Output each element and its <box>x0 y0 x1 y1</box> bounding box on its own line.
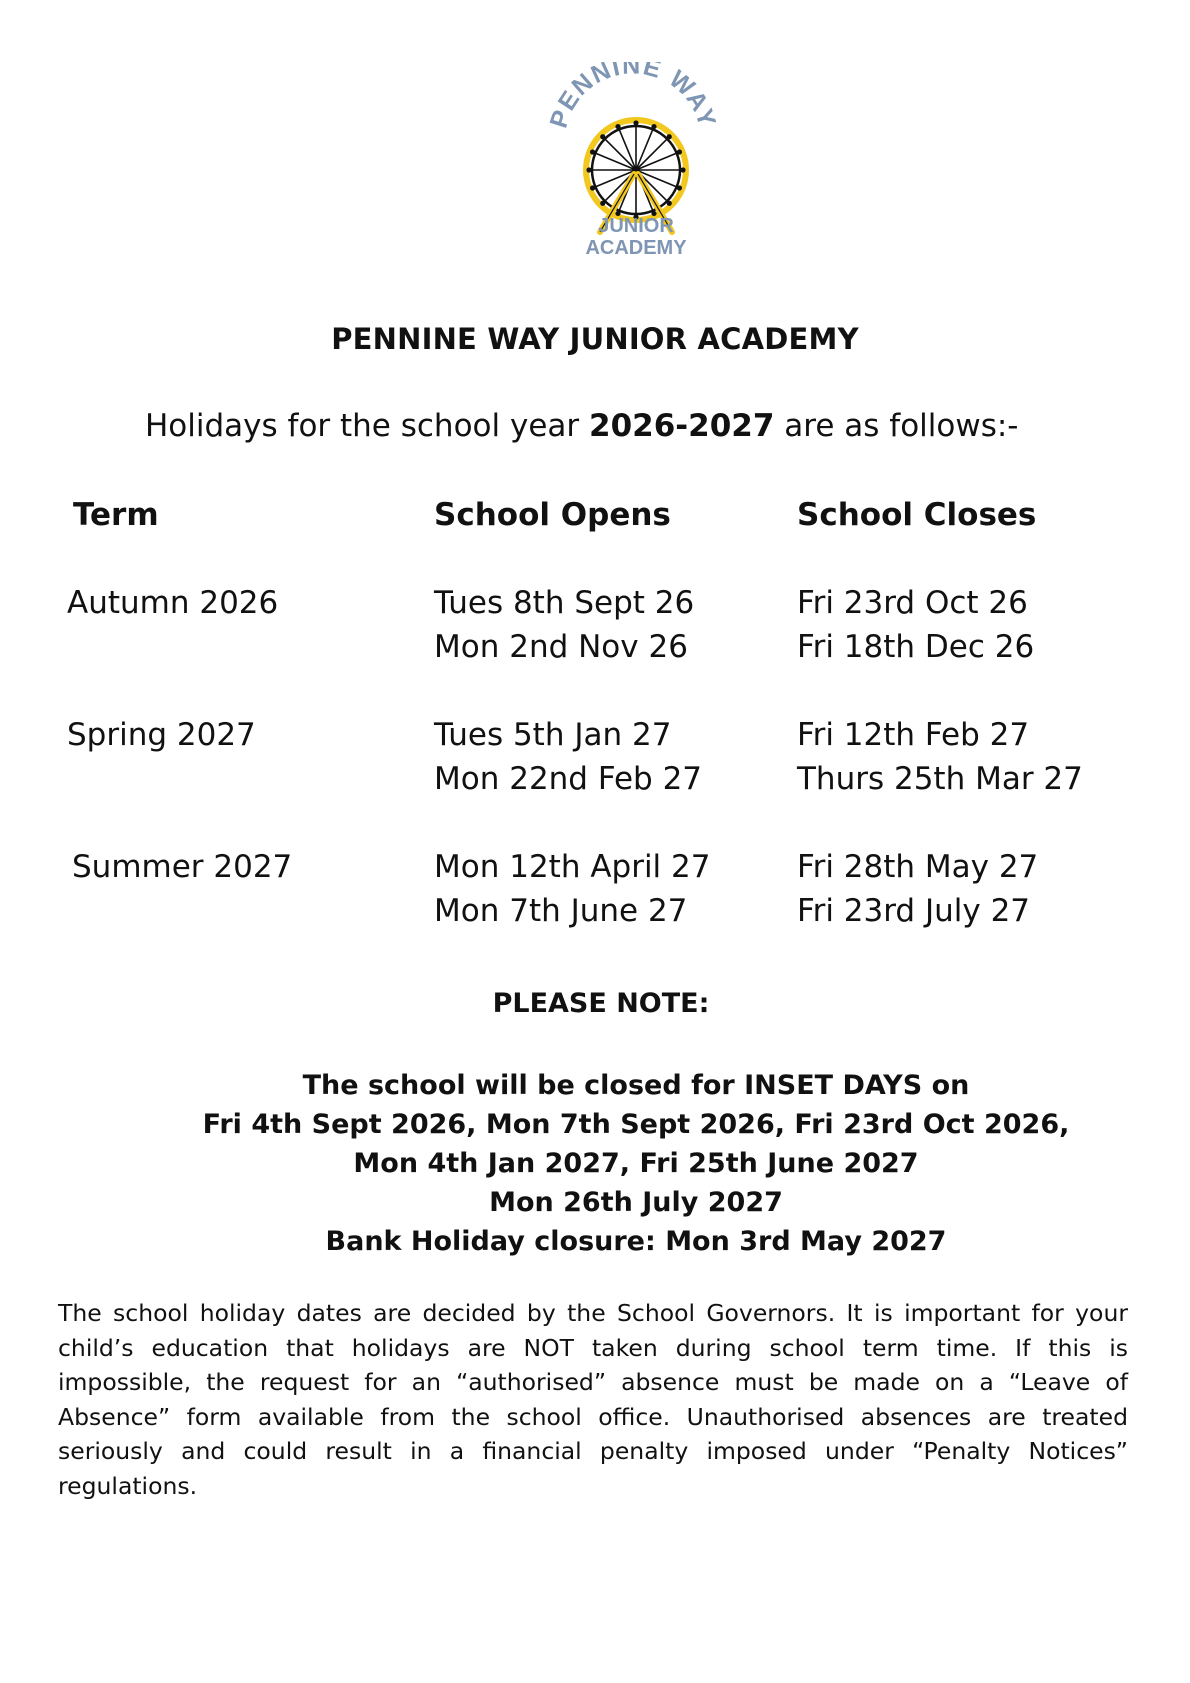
inset-line-2: Fri 4th Sept 2026, Mon 7th Sept 2026, Fri 23rd Oct 2026, <box>202 1109 1070 1140</box>
wheel-car <box>677 149 682 154</box>
wheel-spoke <box>636 139 667 170</box>
intro-year: 2026-2027 <box>589 408 775 444</box>
holiday-policy-paragraph: The school holiday dates are decided by the School Governors. It is important for your child’s education that holidays are NOT taken during school term time. If this is impossible, the request for an “authorised” absence must be made on a “Leave of Absence” form available from the school office. Unauthorised absences are treated seriously and could result in a financial penalty imposed under “Penalty Notices” regulations. <box>58 1299 1128 1500</box>
school-logo <box>548 62 716 272</box>
term-name-summer: Summer 2027 <box>72 849 293 885</box>
page-title: PENNINE WAY JUNIOR ACADEMY <box>331 322 859 356</box>
autumn-close-2: Fri 18th Dec 26 <box>797 629 1035 665</box>
summer-open-2: Mon 7th June 27 <box>434 893 688 929</box>
autumn-close-1: Fri 23rd Oct 26 <box>797 585 1028 621</box>
spring-close-1: Fri 12th Feb 27 <box>797 717 1030 753</box>
logo-academy-text: ACADEMY <box>585 237 687 259</box>
wheel-car <box>677 185 682 190</box>
summer-close-1: Fri 28th May 27 <box>797 849 1039 885</box>
intro-after: are as follows:- <box>774 408 1019 444</box>
header-term: Term <box>73 497 159 533</box>
header-school-closes: School Closes <box>797 497 1037 533</box>
wheel-car <box>651 124 656 129</box>
term-name-autumn: Autumn 2026 <box>67 585 279 621</box>
please-note-heading: PLEASE NOTE: <box>492 988 710 1019</box>
spring-open-1: Tues 5th Jan 27 <box>434 717 672 753</box>
wheel-car <box>590 185 595 190</box>
logo-arc-text: ENNINE WA <box>552 62 714 116</box>
wheel-car <box>667 201 672 206</box>
intro-before: Holidays for the school year <box>145 408 589 444</box>
logo-junior-text: JUNIOR <box>598 215 674 237</box>
summer-open-1: Mon 12th April 27 <box>434 849 711 885</box>
intro-line <box>145 408 1019 444</box>
header-school-opens: School Opens <box>434 497 671 533</box>
wheel-spoke <box>605 139 636 170</box>
term-name-spring: Spring 2027 <box>67 717 256 753</box>
wheel-car <box>586 167 591 172</box>
wheel-car <box>667 134 672 139</box>
wheel-car <box>680 167 685 172</box>
inset-line-1: The school will be closed for INSET DAYS on <box>302 1070 970 1101</box>
wheel-car <box>590 149 595 154</box>
autumn-open-2: Mon 2nd Nov 26 <box>434 629 688 665</box>
inset-line-5: Bank Holiday closure: Mon 3rd May 2027 <box>325 1226 947 1257</box>
summer-close-2: Fri 23rd July 27 <box>797 893 1031 929</box>
wheel-car <box>615 124 620 129</box>
inset-line-3: Mon 4th Jan 2027, Fri 25th June 2027 <box>353 1148 919 1179</box>
spring-close-2: Thurs 25th Mar 27 <box>797 761 1083 797</box>
autumn-open-1: Tues 8th Sept 26 <box>434 585 695 621</box>
ferris-wheel-logo-icon <box>548 62 716 272</box>
wheel-car <box>600 201 605 206</box>
spring-open-2: Mon 22nd Feb 27 <box>434 761 703 797</box>
inset-line-4: Mon 26th July 2027 <box>489 1187 783 1218</box>
inset-days-block <box>0 1066 1190 1261</box>
wheel-car <box>633 120 638 125</box>
wheel-car <box>600 134 605 139</box>
